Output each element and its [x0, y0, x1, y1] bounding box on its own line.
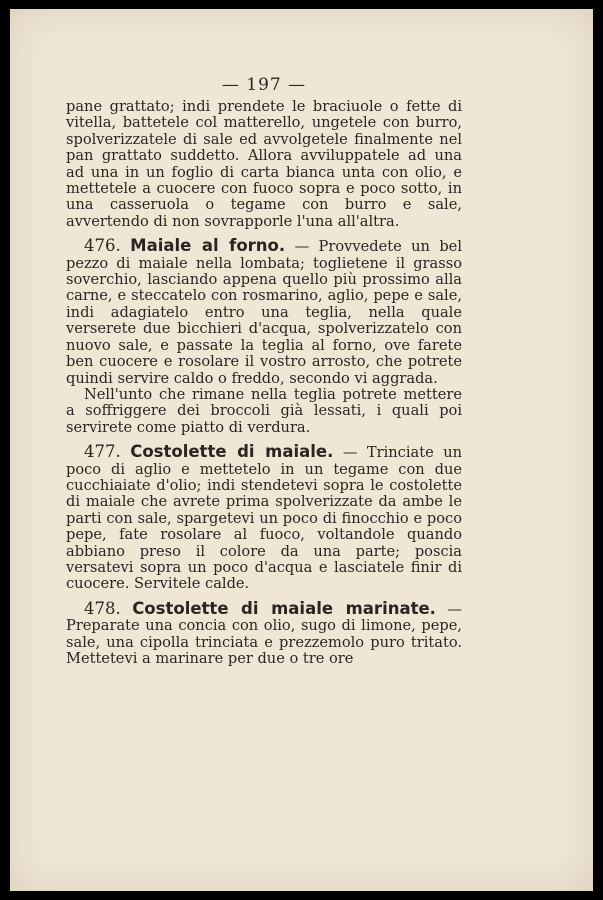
recipe-text: — Trinciate un poco di aglio e mettetelo in un tegame con due cucchiaiate d'olio; indi stendetevi sopra le costolette di maiale che avrete prima spolverizzate da ambe le parti con sale, spargetevi un poco di finocchio e poco pepe, fate rosolare al fuoco, voltandole quando abbiano preso il colore da una parte; poscia versatevi sopra un poco d'acqua e lasciatele finir di cuocere. Servitele calde. [66, 444, 462, 593]
recipe-title: Costolette di maiale. [130, 442, 334, 462]
recipe-number: 477. [84, 442, 121, 462]
recipe-title: Maiale al forno. [130, 236, 286, 256]
recipe-478 [66, 598, 462, 668]
recipe-text: — Preparate una concia con olio, sugo di limone, pepe, sale, una cipolla trinciata e prezzemolo puro tritato. Mettetevi a marinare per due o tre ore [66, 600, 462, 667]
page-number: — 197 — [221, 75, 307, 95]
recipe-number: 476. [84, 236, 121, 256]
recipe-476-note: Nell'unto che rimane nella teglia potrete mettere a soffriggere dei broccoli già lessati, i quali poi servirete come piatto di verdura. [66, 385, 462, 436]
page-content [66, 75, 462, 667]
recipe-number: 478. [84, 598, 121, 618]
intro-paragraph: pane grattato; indi prendete le braciuole o fette di vitella, battetele col matterello, ungetele con burro, spolverizzatele di sale ed avvolgetele finalmente nel pan grattato suddetto. Allora avviluppatele ad una ad una in un foglio di carta bianca unta con olio, e mettetele a cuocere con fuoco sopra e poco sotto, in una casseruola o tegame con burro e sale, avvertendo di non sovrapporle l'una all'altra. [66, 98, 462, 230]
recipe-477 [66, 444, 462, 593]
recipe-title: Costolette di maiale marinate. [132, 598, 436, 618]
recipe-text: — Provvedete un bel pezzo di maiale nella lombata; toglietene il grasso soverchio, lasciando appena quello più prossimo alla carne, e steccatelo con rosmarino, aglio, pepe e sale, indi adagiatelo entro una teglia, nella quale verserete due bicchieri d'acqua, spolverizzatelo con nuovo sale, e passate la teglia al forno, ove farete ben cuocere e rosolare il vostro arrosto, che potrete quindi servire caldo o freddo, secondo vi aggrada. [66, 238, 462, 387]
recipe-476 [66, 238, 462, 387]
book-page [10, 9, 593, 891]
